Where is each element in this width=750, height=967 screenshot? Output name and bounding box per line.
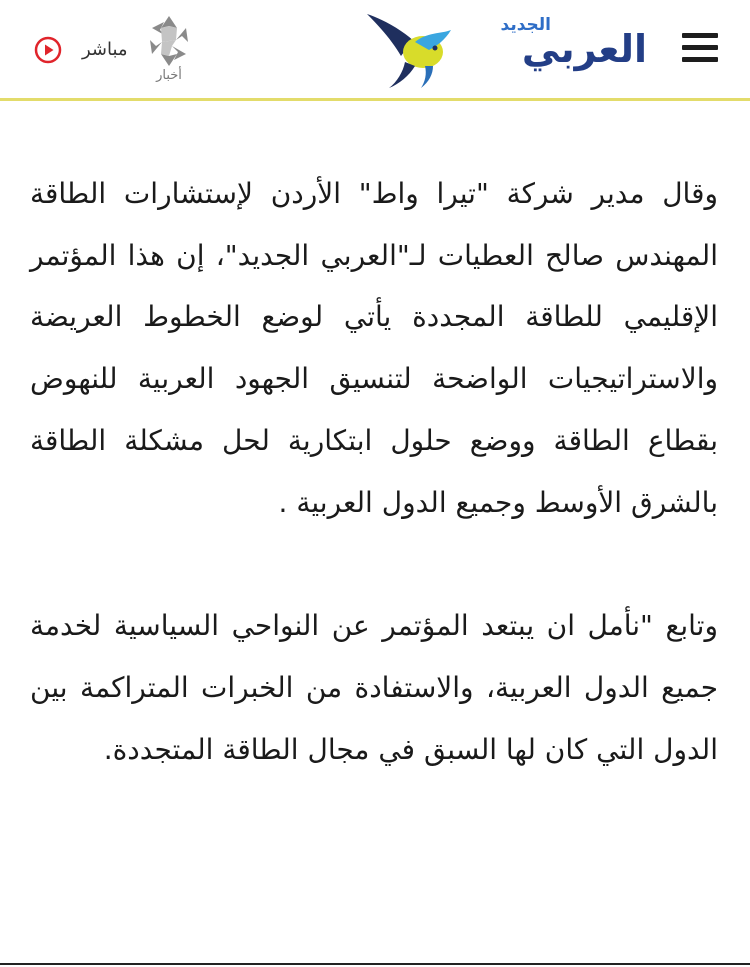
live-label: مباشر (82, 39, 128, 60)
site-logo[interactable] (365, 12, 647, 90)
article-body (30, 163, 718, 780)
akhbar-channel-logo[interactable] (142, 14, 196, 86)
site-header (0, 0, 750, 101)
article-paragraph: وقال مدير شركة "تيرا واط" الأردن لإستشارات الطاقة المهندس صالح العطيات لـ"العربي الجديد"، إن هذا المؤتمر الإقليمي للطاقة المجددة يأتي لوضع الخطوط العريضة والاستراتيجيات الواضحة لتنسيق الجهود العربية للنهوض بقطاع الطاقة ووضع حلول ابتكارية لحل مشكلة الطاقة بالشرق الأوسط وجميع الدول العربية . (30, 177, 718, 519)
article-paragraph: وتابع "نأمل ان يبتعد المؤتمر عن النواحي السياسية لخدمة جميع الدول العربية، والاستفادة من الخبرات المتراكمة بين الدول التي كان لها السبق في مجال الطاقة المتجددة. (30, 609, 718, 766)
logo-title: العربي (521, 27, 647, 71)
play-circle-icon (34, 36, 62, 64)
akhbar-channel-logo-icon (142, 14, 196, 68)
live-button[interactable] (34, 36, 128, 64)
logo-subtitle: الجديد (500, 15, 551, 35)
hamburger-menu-icon[interactable] (682, 33, 718, 63)
bird-logo-icon (365, 12, 455, 90)
akhbar-label: أخبار (156, 68, 182, 83)
bottom-divider (0, 963, 750, 965)
